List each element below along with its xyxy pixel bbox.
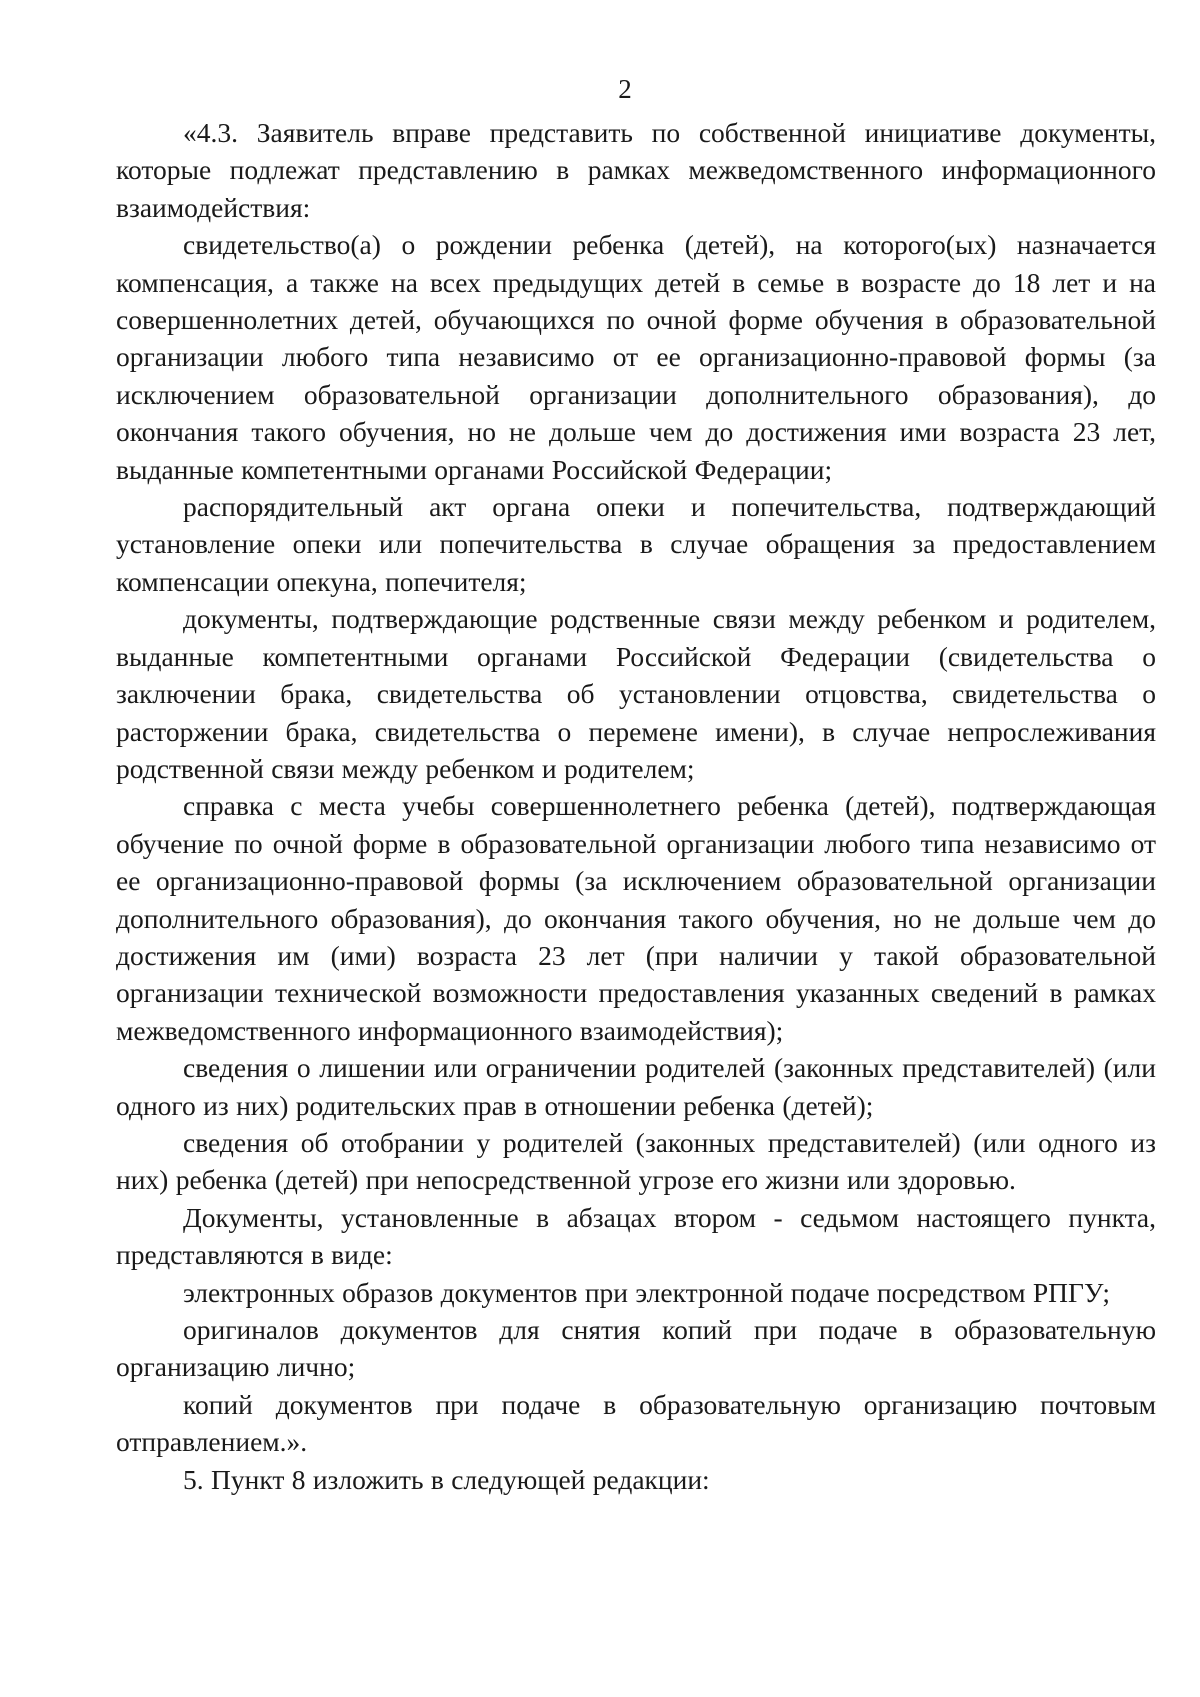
document-body bbox=[116, 114, 1156, 1498]
paragraph-4-3-intro: «4.3. Заявитель вправе представить по собственной инициативе документы, которые подлежат представлению в рамках межведомственного информационного взаимодействия: bbox=[116, 117, 1156, 223]
paragraph-deprivation-of-rights: сведения о лишении или ограничении родителей (законных представителей) (или одного из них) родительских прав в отношении ребенка (детей); bbox=[116, 1052, 1156, 1121]
paragraph-point-8-amendment: 5. Пункт 8 изложить в следующей редакции: bbox=[183, 1463, 710, 1495]
paragraph-kinship-documents: документы, подтверждающие родственные связи между ребенком и родителем, выданные компетентными органами Российской Федерации (свидетельства о заключении брака, свидетельства об установлении отцовства, свидетельства о расторжении брака, свидетельства о перемене имени), в случае непрослеживания родственной связи между ребенком и родителем; bbox=[116, 603, 1156, 784]
paragraph-submission-forms: Документы, установленные в абзацах втором - седьмом настоящего пункта, представляются в виде: bbox=[116, 1201, 1156, 1271]
paragraph-guardianship-act: распорядительный акт органа опеки и попечительства, подтверждающий установление опеки или попечительства в случае обращения за предоставлением компенсации опекуна, попечителя; bbox=[116, 491, 1156, 597]
paragraph-birth-certificates: свидетельство(а) о рождении ребенка (детей), на которого(ых) назначается компенсация, а также на всех предыдущих детей в семье в возрасте до 18 лет и на совершеннолетних детей, обучающихся по очной форме обучения в образовательной организации любого типа независимо от ее организационно-правовой формы (за исключением образовательной организации дополнительного образования), до окончания такого обучения, но не дольше чем до достижения ими возраста 23 лет, выданные компетентными органами Российской Федерации; bbox=[116, 229, 1156, 485]
page-number: 2 bbox=[618, 74, 632, 104]
paragraph-child-removal: сведения об отобрании у родителей (законных представителей) (или одного из них) ребенка (детей) при непосредственной угрозе его жизни или здоровью. bbox=[116, 1126, 1156, 1196]
paragraph-originals: оригиналов документов для снятия копий при подаче в образовательную организацию лично; bbox=[116, 1314, 1156, 1383]
paragraph-copies-by-post: копий документов при подаче в образовательную организацию почтовым отправлением.». bbox=[116, 1388, 1156, 1458]
paragraph-study-certificate: справка с места учебы совершеннолетнего ребенка (детей), подтверждающая обучение по очной форме в образовательной организации любого типа независимо от ее организационно-правовой формы (за исключением образовательной организации дополнительного образования), до окончания такого обучения, но не дольше чем до достижения им (ими) возраста 23 лет (при наличии у такой образовательной организации технической возможности предоставления указанных сведений в рамках межведомственного информационного взаимодействия); bbox=[116, 790, 1156, 1046]
paragraph-electronic-images: электронных образов документов при электронной подаче посредством РПГУ; bbox=[183, 1276, 1111, 1308]
